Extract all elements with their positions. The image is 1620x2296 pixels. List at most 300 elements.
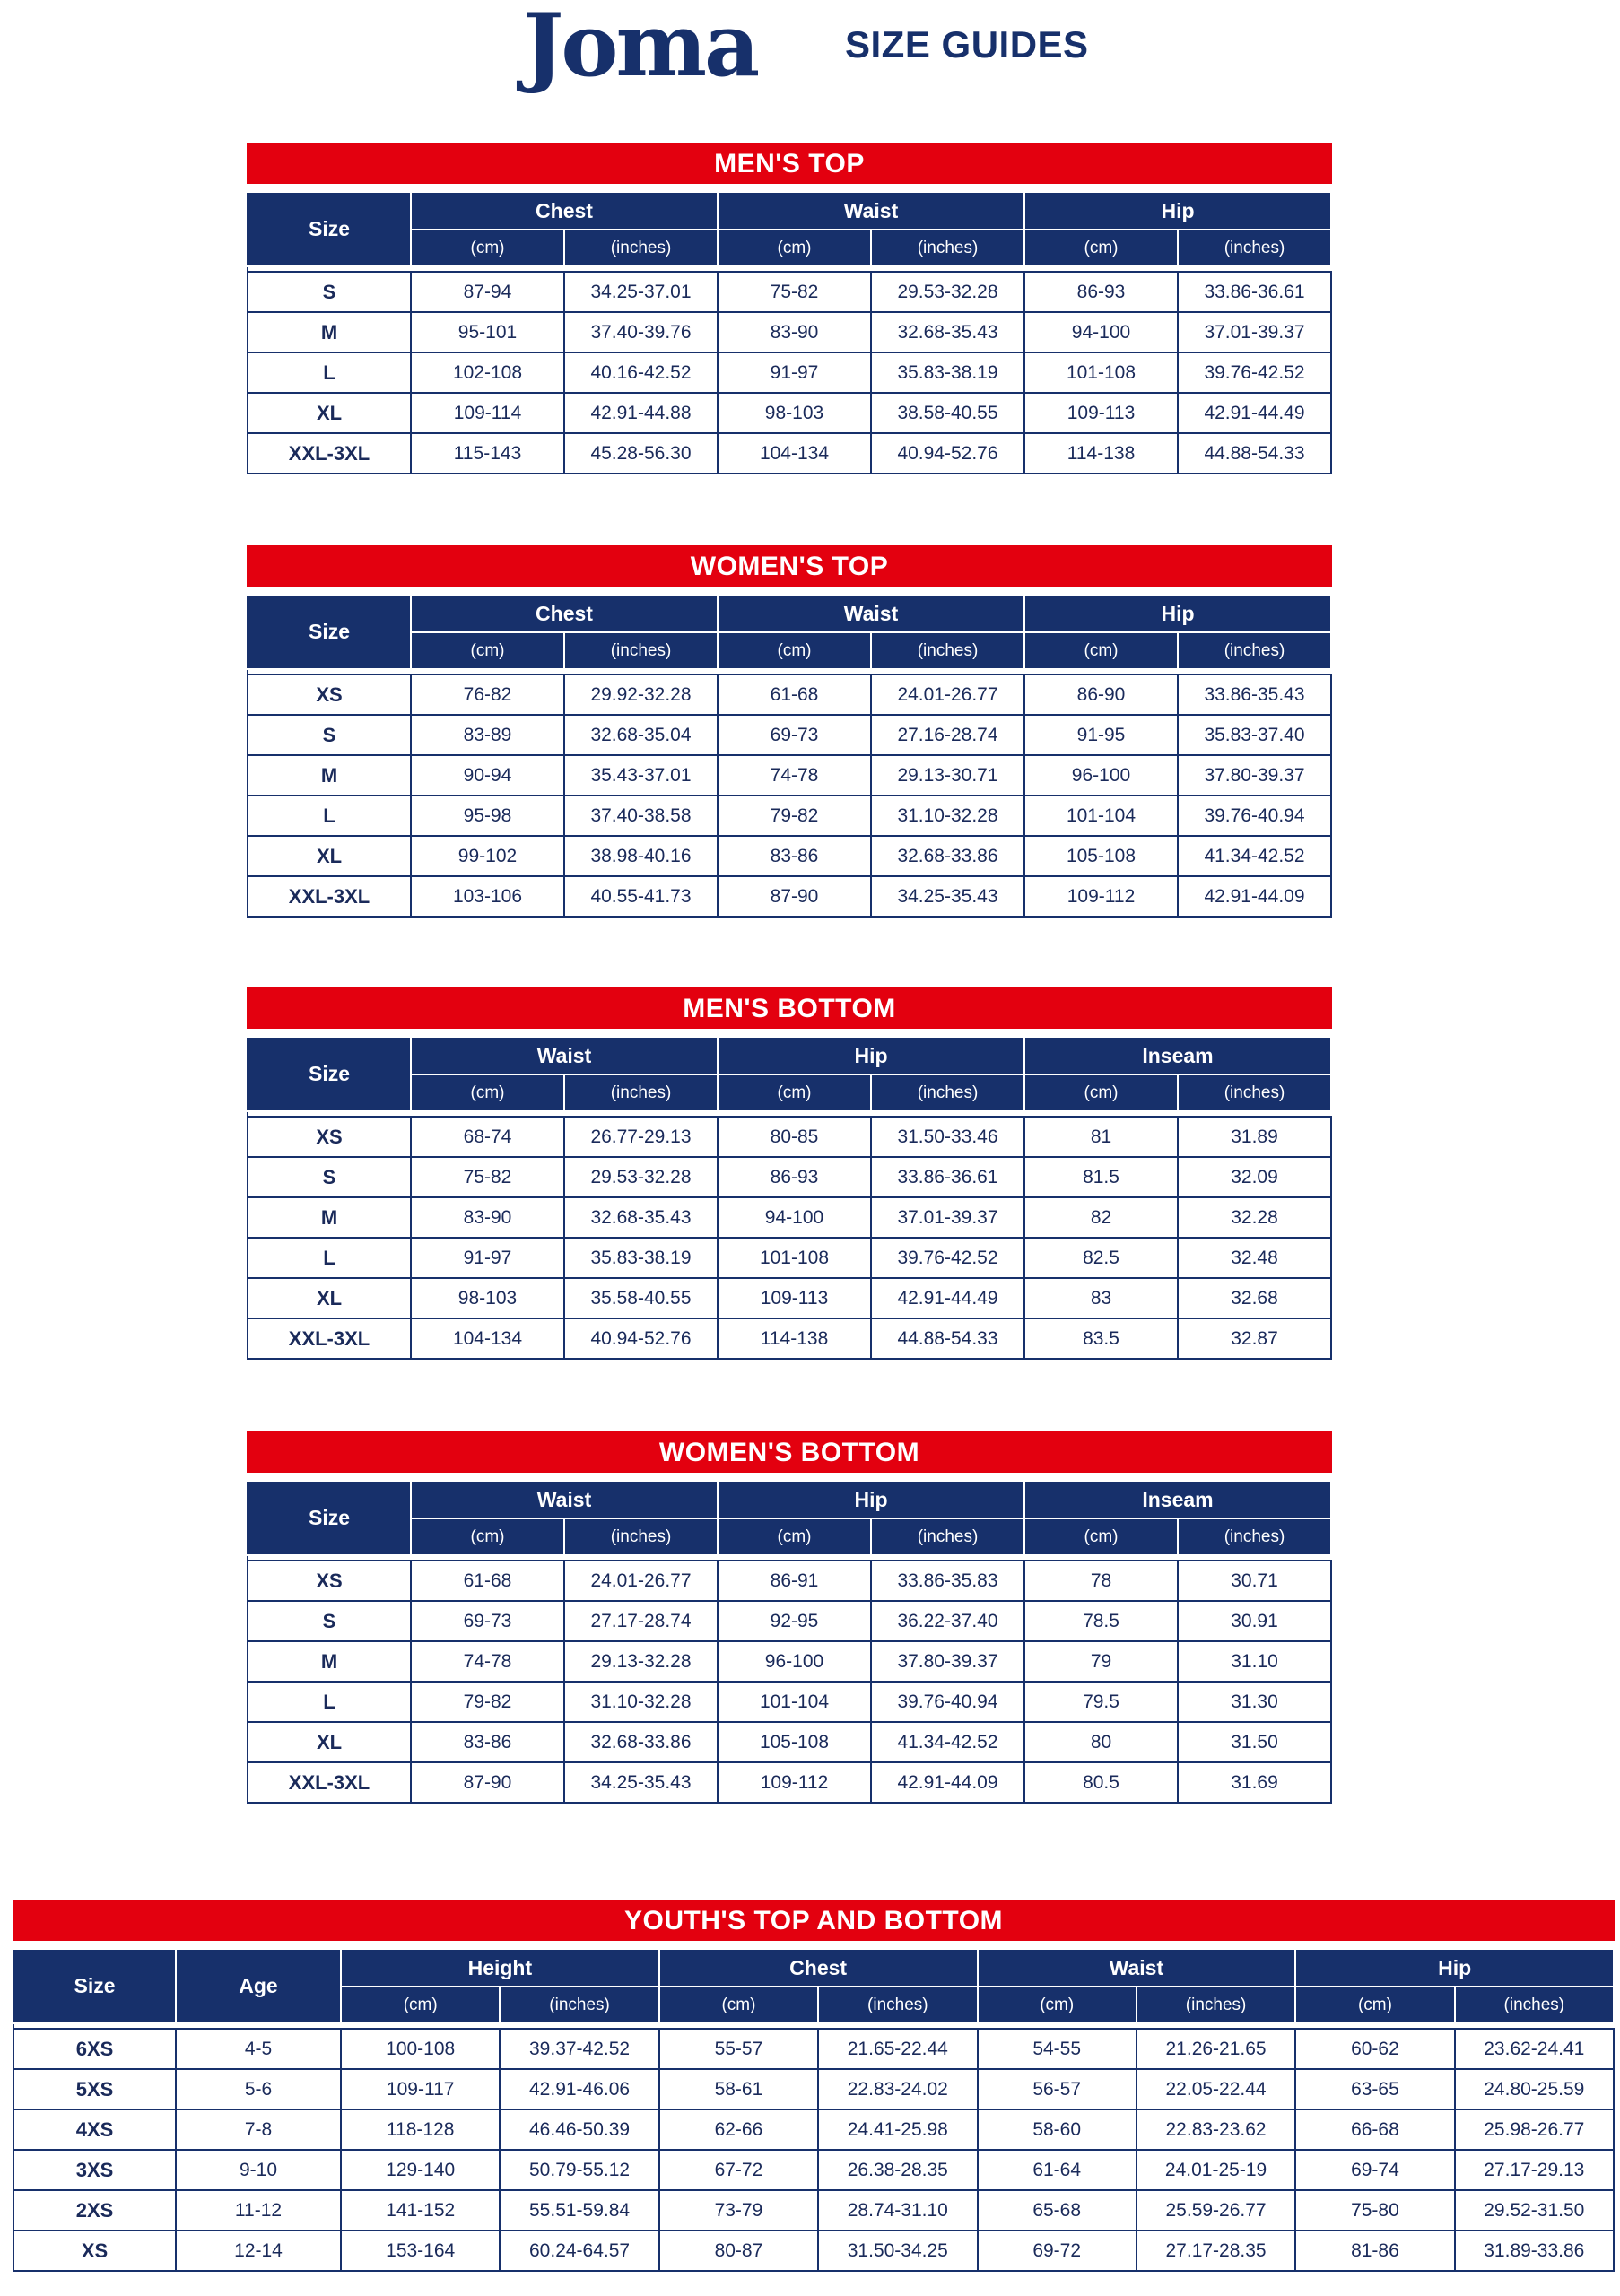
size-cell: L: [248, 796, 411, 836]
size-cell: S: [248, 272, 411, 312]
value-cell: 86-93: [718, 1157, 871, 1197]
value-cell: 7-8: [176, 2109, 341, 2150]
unit-cm-header: (cm): [718, 230, 871, 266]
size-cell: S: [248, 1601, 411, 1641]
header-hip: Hip: [1024, 192, 1331, 230]
value-cell: 100-108: [341, 2029, 500, 2069]
table-row: [248, 1238, 1331, 1278]
table-row: [248, 1561, 1331, 1601]
table-row: [13, 2190, 1614, 2231]
header-waist: Waist: [718, 192, 1024, 230]
value-cell: 30.71: [1178, 1561, 1331, 1601]
value-cell: 98-103: [411, 1278, 564, 1318]
value-cell: 54-55: [978, 2029, 1137, 2069]
table-row: [248, 1762, 1331, 1803]
value-cell: 91-97: [718, 352, 871, 393]
value-cell: 74-78: [411, 1641, 564, 1682]
size-cell: M: [248, 1197, 411, 1238]
size-column-header: Size: [248, 192, 411, 266]
unit-cm-header: (cm): [411, 230, 564, 266]
value-cell: 153-164: [341, 2231, 500, 2271]
unit-cm-header: (cm): [1024, 230, 1178, 266]
size-cell: XXL-3XL: [248, 1762, 411, 1803]
table-row: [248, 1278, 1331, 1318]
value-cell: 60.24-64.57: [500, 2231, 658, 2271]
value-cell: 63-65: [1295, 2069, 1454, 2109]
value-cell: 31.69: [1178, 1762, 1331, 1803]
unit-cm-header: (cm): [718, 632, 871, 669]
size-cell: M: [248, 1641, 411, 1682]
value-cell: 114-138: [1024, 433, 1178, 474]
table-row: [248, 1318, 1331, 1359]
value-cell: 28.74-31.10: [818, 2190, 977, 2231]
table-row: [248, 1722, 1331, 1762]
size-cell: XS: [13, 2231, 176, 2271]
unit-inches-header: (inches): [564, 632, 718, 669]
womens-top-section: [247, 545, 1332, 918]
size-column-header: Size: [248, 595, 411, 669]
value-cell: 42.91-44.88: [564, 393, 718, 433]
value-cell: 41.34-42.52: [871, 1722, 1024, 1762]
value-cell: 69-73: [411, 1601, 564, 1641]
value-cell: 79.5: [1024, 1682, 1178, 1722]
value-cell: 101-108: [718, 1238, 871, 1278]
value-cell: 34.25-37.01: [564, 272, 718, 312]
value-cell: 34.25-35.43: [564, 1762, 718, 1803]
value-cell: 80-85: [718, 1117, 871, 1157]
size-cell: M: [248, 755, 411, 796]
value-cell: 109-113: [718, 1278, 871, 1318]
header-hip: Hip: [1295, 1949, 1614, 1987]
value-cell: 33.86-36.61: [871, 1157, 1024, 1197]
value-cell: 99-102: [411, 836, 564, 876]
value-cell: 92-95: [718, 1601, 871, 1641]
value-cell: 46.46-50.39: [500, 2109, 658, 2150]
value-cell: 33.86-35.83: [871, 1561, 1024, 1601]
value-cell: 101-104: [1024, 796, 1178, 836]
table-row: [248, 1601, 1331, 1641]
unit-cm-header: (cm): [411, 1074, 564, 1111]
table-row: [13, 2150, 1614, 2190]
value-cell: 40.55-41.73: [564, 876, 718, 917]
value-cell: 76-82: [411, 674, 564, 715]
value-cell: 32.87: [1178, 1318, 1331, 1359]
size-cell: L: [248, 352, 411, 393]
value-cell: 42.91-44.09: [1178, 876, 1331, 917]
value-cell: 79: [1024, 1641, 1178, 1682]
table-row: [248, 433, 1331, 474]
value-cell: 61-68: [411, 1561, 564, 1601]
size-cell: S: [248, 715, 411, 755]
value-cell: 67-72: [659, 2150, 818, 2190]
value-cell: 109-114: [411, 393, 564, 433]
value-cell: 35.58-40.55: [564, 1278, 718, 1318]
value-cell: 29.13-30.71: [871, 755, 1024, 796]
value-cell: 44.88-54.33: [1178, 433, 1331, 474]
table-row: [248, 1682, 1331, 1722]
value-cell: 44.88-54.33: [871, 1318, 1024, 1359]
value-cell: 32.68-35.43: [564, 1197, 718, 1238]
value-cell: 35.83-38.19: [871, 352, 1024, 393]
value-cell: 37.80-39.37: [871, 1641, 1024, 1682]
value-cell: 9-10: [176, 2150, 341, 2190]
value-cell: 103-106: [411, 876, 564, 917]
value-cell: 81.5: [1024, 1157, 1178, 1197]
value-cell: 24.01-25-19: [1137, 2150, 1295, 2190]
value-cell: 35.83-37.40: [1178, 715, 1331, 755]
value-cell: 29.52-31.50: [1455, 2190, 1614, 2231]
mens-top-section: [247, 143, 1332, 474]
size-table: [247, 594, 1332, 918]
value-cell: 118-128: [341, 2109, 500, 2150]
unit-cm-header: (cm): [718, 1074, 871, 1111]
size-table: [247, 191, 1332, 474]
page-header: [0, 0, 1620, 99]
value-cell: 83-86: [718, 836, 871, 876]
table-row: [13, 2231, 1614, 2271]
value-cell: 87-94: [411, 272, 564, 312]
table-row: [248, 876, 1331, 917]
value-cell: 82.5: [1024, 1238, 1178, 1278]
size-cell: XS: [248, 674, 411, 715]
value-cell: 42.91-46.06: [500, 2069, 658, 2109]
value-cell: 39.76-40.94: [871, 1682, 1024, 1722]
size-cell: XL: [248, 393, 411, 433]
size-cell: XS: [248, 1117, 411, 1157]
value-cell: 21.26-21.65: [1137, 2029, 1295, 2069]
value-cell: 95-101: [411, 312, 564, 352]
value-cell: 31.50-34.25: [818, 2231, 977, 2271]
page-title: SIZE GUIDES: [845, 23, 1089, 65]
value-cell: 90-94: [411, 755, 564, 796]
value-cell: 66-68: [1295, 2109, 1454, 2150]
value-cell: 32.28: [1178, 1197, 1331, 1238]
value-cell: 31.89: [1178, 1117, 1331, 1157]
value-cell: 42.91-44.09: [871, 1762, 1024, 1803]
value-cell: 37.40-39.76: [564, 312, 718, 352]
value-cell: 115-143: [411, 433, 564, 474]
value-cell: 31.50-33.46: [871, 1117, 1024, 1157]
value-cell: 102-108: [411, 352, 564, 393]
size-cell: 4XS: [13, 2109, 176, 2150]
unit-inches-header: (inches): [1178, 1074, 1331, 1111]
table-row: [248, 1641, 1331, 1682]
value-cell: 83-90: [411, 1197, 564, 1238]
value-cell: 129-140: [341, 2150, 500, 2190]
value-cell: 39.76-42.52: [1178, 352, 1331, 393]
value-cell: 22.83-23.62: [1137, 2109, 1295, 2150]
age-column-header: Age: [176, 1949, 341, 2023]
value-cell: 87-90: [411, 1762, 564, 1803]
unit-inches-header: (inches): [500, 1987, 658, 2023]
value-cell: 60-62: [1295, 2029, 1454, 2069]
value-cell: 83-86: [411, 1722, 564, 1762]
unit-cm-header: (cm): [411, 1518, 564, 1555]
size-cell: XS: [248, 1561, 411, 1601]
table-row: [248, 352, 1331, 393]
table-row: [248, 674, 1331, 715]
size-column-header: Size: [248, 1481, 411, 1555]
value-cell: 58-61: [659, 2069, 818, 2109]
value-cell: 78: [1024, 1561, 1178, 1601]
value-cell: 22.05-22.44: [1137, 2069, 1295, 2109]
size-cell: M: [248, 312, 411, 352]
size-cell: XXL-3XL: [248, 433, 411, 474]
unit-inches-header: (inches): [1178, 632, 1331, 669]
table-row: [248, 715, 1331, 755]
size-column-header: Size: [13, 1949, 176, 2023]
value-cell: 27.17-28.35: [1137, 2231, 1295, 2271]
value-cell: 61-68: [718, 674, 871, 715]
unit-cm-header: (cm): [718, 1518, 871, 1555]
value-cell: 105-108: [1024, 836, 1178, 876]
value-cell: 31.50: [1178, 1722, 1331, 1762]
value-cell: 29.13-32.28: [564, 1641, 718, 1682]
value-cell: 69-72: [978, 2231, 1137, 2271]
table-row: [13, 2109, 1614, 2150]
section-title: WOMEN'S TOP: [247, 545, 1332, 587]
unit-inches-header: (inches): [564, 230, 718, 266]
table-row: [248, 1157, 1331, 1197]
womens-bottom-section: [247, 1431, 1332, 1804]
value-cell: 96-100: [1024, 755, 1178, 796]
header-chest: Chest: [411, 192, 718, 230]
value-cell: 55.51-59.84: [500, 2190, 658, 2231]
value-cell: 32.68-35.43: [871, 312, 1024, 352]
value-cell: 86-90: [1024, 674, 1178, 715]
value-cell: 79-82: [718, 796, 871, 836]
table-row: [248, 272, 1331, 312]
value-cell: 55-57: [659, 2029, 818, 2069]
value-cell: 38.98-40.16: [564, 836, 718, 876]
unit-cm-header: (cm): [411, 632, 564, 669]
value-cell: 83-89: [411, 715, 564, 755]
size-table: [13, 1948, 1615, 2272]
unit-inches-header: (inches): [1137, 1987, 1295, 2023]
header-waist: Waist: [718, 595, 1024, 632]
unit-cm-header: (cm): [978, 1987, 1137, 2023]
value-cell: 94-100: [1024, 312, 1178, 352]
value-cell: 24.01-26.77: [871, 674, 1024, 715]
unit-cm-header: (cm): [341, 1987, 500, 2023]
value-cell: 101-104: [718, 1682, 871, 1722]
value-cell: 30.91: [1178, 1601, 1331, 1641]
table-row: [248, 393, 1331, 433]
header-inseam: Inseam: [1024, 1481, 1331, 1518]
header-height: Height: [341, 1949, 659, 1987]
value-cell: 33.86-35.43: [1178, 674, 1331, 715]
unit-inches-header: (inches): [564, 1518, 718, 1555]
value-cell: 69-74: [1295, 2150, 1454, 2190]
value-cell: 11-12: [176, 2190, 341, 2231]
unit-cm-header: (cm): [1295, 1987, 1454, 2023]
value-cell: 114-138: [718, 1318, 871, 1359]
header-hip: Hip: [1024, 595, 1331, 632]
value-cell: 36.22-37.40: [871, 1601, 1024, 1641]
unit-cm-header: (cm): [659, 1987, 818, 2023]
unit-inches-header: (inches): [871, 1074, 1024, 1111]
value-cell: 73-79: [659, 2190, 818, 2231]
value-cell: 35.83-38.19: [564, 1238, 718, 1278]
size-table: [247, 1036, 1332, 1360]
section-title: MEN'S BOTTOM: [247, 987, 1332, 1029]
value-cell: 81-86: [1295, 2231, 1454, 2271]
value-cell: 39.76-42.52: [871, 1238, 1024, 1278]
value-cell: 26.38-28.35: [818, 2150, 977, 2190]
unit-inches-header: (inches): [871, 1518, 1024, 1555]
size-cell: L: [248, 1682, 411, 1722]
unit-inches-header: (inches): [1178, 230, 1331, 266]
value-cell: 12-14: [176, 2231, 341, 2271]
value-cell: 82: [1024, 1197, 1178, 1238]
value-cell: 39.37-42.52: [500, 2029, 658, 2069]
value-cell: 109-112: [1024, 876, 1178, 917]
size-cell: 5XS: [13, 2069, 176, 2109]
unit-inches-header: (inches): [564, 1074, 718, 1111]
value-cell: 31.10-32.28: [871, 796, 1024, 836]
value-cell: 80.5: [1024, 1762, 1178, 1803]
header-waist: Waist: [978, 1949, 1296, 1987]
value-cell: 24.01-26.77: [564, 1561, 718, 1601]
unit-cm-header: (cm): [1024, 632, 1178, 669]
header-hip: Hip: [718, 1037, 1024, 1074]
value-cell: 79-82: [411, 1682, 564, 1722]
header-chest: Chest: [411, 595, 718, 632]
value-cell: 4-5: [176, 2029, 341, 2069]
value-cell: 5-6: [176, 2069, 341, 2109]
table-row: [13, 2069, 1614, 2109]
value-cell: 83-90: [718, 312, 871, 352]
header-chest: Chest: [659, 1949, 978, 1987]
value-cell: 27.17-28.74: [564, 1601, 718, 1641]
value-cell: 83: [1024, 1278, 1178, 1318]
section-title: WOMEN'S BOTTOM: [247, 1431, 1332, 1473]
table-row: [248, 1117, 1331, 1157]
value-cell: 24.41-25.98: [818, 2109, 977, 2150]
value-cell: 21.65-22.44: [818, 2029, 977, 2069]
table-row: [248, 1197, 1331, 1238]
mens-bottom-section: [247, 987, 1332, 1360]
unit-inches-header: (inches): [1178, 1518, 1331, 1555]
value-cell: 83.5: [1024, 1318, 1178, 1359]
value-cell: 29.53-32.28: [871, 272, 1024, 312]
value-cell: 31.89-33.86: [1455, 2231, 1614, 2271]
value-cell: 29.92-32.28: [564, 674, 718, 715]
value-cell: 65-68: [978, 2190, 1137, 2231]
table-row: [248, 836, 1331, 876]
value-cell: 27.17-29.13: [1455, 2150, 1614, 2190]
unit-inches-header: (inches): [871, 230, 1024, 266]
value-cell: 24.80-25.59: [1455, 2069, 1614, 2109]
size-cell: 3XS: [13, 2150, 176, 2190]
value-cell: 58-60: [978, 2109, 1137, 2150]
value-cell: 81: [1024, 1117, 1178, 1157]
value-cell: 105-108: [718, 1722, 871, 1762]
size-cell: XL: [248, 1278, 411, 1318]
value-cell: 41.34-42.52: [1178, 836, 1331, 876]
header-hip: Hip: [718, 1481, 1024, 1518]
youth-section: [13, 1900, 1615, 2272]
value-cell: 101-108: [1024, 352, 1178, 393]
value-cell: 35.43-37.01: [564, 755, 718, 796]
size-table: [247, 1480, 1332, 1804]
value-cell: 141-152: [341, 2190, 500, 2231]
size-cell: L: [248, 1238, 411, 1278]
value-cell: 104-134: [411, 1318, 564, 1359]
value-cell: 75-82: [718, 272, 871, 312]
value-cell: 40.16-42.52: [564, 352, 718, 393]
value-cell: 109-113: [1024, 393, 1178, 433]
value-cell: 22.83-24.02: [818, 2069, 977, 2109]
unit-cm-header: (cm): [1024, 1074, 1178, 1111]
value-cell: 86-93: [1024, 272, 1178, 312]
value-cell: 91-95: [1024, 715, 1178, 755]
value-cell: 40.94-52.76: [871, 433, 1024, 474]
value-cell: 38.58-40.55: [871, 393, 1024, 433]
section-title: YOUTH'S TOP AND BOTTOM: [13, 1900, 1615, 1941]
value-cell: 104-134: [718, 433, 871, 474]
value-cell: 37.01-39.37: [1178, 312, 1331, 352]
value-cell: 25.98-26.77: [1455, 2109, 1614, 2150]
value-cell: 39.76-40.94: [1178, 796, 1331, 836]
unit-cm-header: (cm): [1024, 1518, 1178, 1555]
table-row: [248, 796, 1331, 836]
table-row: [248, 312, 1331, 352]
value-cell: 98-103: [718, 393, 871, 433]
value-cell: 33.86-36.61: [1178, 272, 1331, 312]
table-row: [248, 755, 1331, 796]
value-cell: 109-117: [341, 2069, 500, 2109]
value-cell: 75-82: [411, 1157, 564, 1197]
size-cell: XL: [248, 1722, 411, 1762]
section-title: MEN'S TOP: [247, 143, 1332, 184]
value-cell: 96-100: [718, 1641, 871, 1682]
value-cell: 27.16-28.74: [871, 715, 1024, 755]
value-cell: 29.53-32.28: [564, 1157, 718, 1197]
value-cell: 61-64: [978, 2150, 1137, 2190]
table-row: [13, 2029, 1614, 2069]
value-cell: 32.68: [1178, 1278, 1331, 1318]
value-cell: 23.62-24.41: [1455, 2029, 1614, 2069]
value-cell: 40.94-52.76: [564, 1318, 718, 1359]
value-cell: 31.10-32.28: [564, 1682, 718, 1722]
size-column-header: Size: [248, 1037, 411, 1111]
unit-inches-header: (inches): [818, 1987, 977, 2023]
value-cell: 45.28-56.30: [564, 433, 718, 474]
size-cell: XXL-3XL: [248, 1318, 411, 1359]
header-inseam: Inseam: [1024, 1037, 1331, 1074]
value-cell: 91-97: [411, 1238, 564, 1278]
value-cell: 32.68-35.04: [564, 715, 718, 755]
size-cell: 2XS: [13, 2190, 176, 2231]
value-cell: 74-78: [718, 755, 871, 796]
value-cell: 32.09: [1178, 1157, 1331, 1197]
unit-inches-header: (inches): [1455, 1987, 1614, 2023]
size-cell: 6XS: [13, 2029, 176, 2069]
value-cell: 37.40-38.58: [564, 796, 718, 836]
value-cell: 42.91-44.49: [1178, 393, 1331, 433]
value-cell: 32.68-33.86: [871, 836, 1024, 876]
value-cell: 31.10: [1178, 1641, 1331, 1682]
value-cell: 25.59-26.77: [1137, 2190, 1295, 2231]
value-cell: 109-112: [718, 1762, 871, 1803]
value-cell: 95-98: [411, 796, 564, 836]
value-cell: 62-66: [659, 2109, 818, 2150]
size-cell: XXL-3XL: [248, 876, 411, 917]
value-cell: 78.5: [1024, 1601, 1178, 1641]
value-cell: 32.68-33.86: [564, 1722, 718, 1762]
header-waist: Waist: [411, 1481, 718, 1518]
